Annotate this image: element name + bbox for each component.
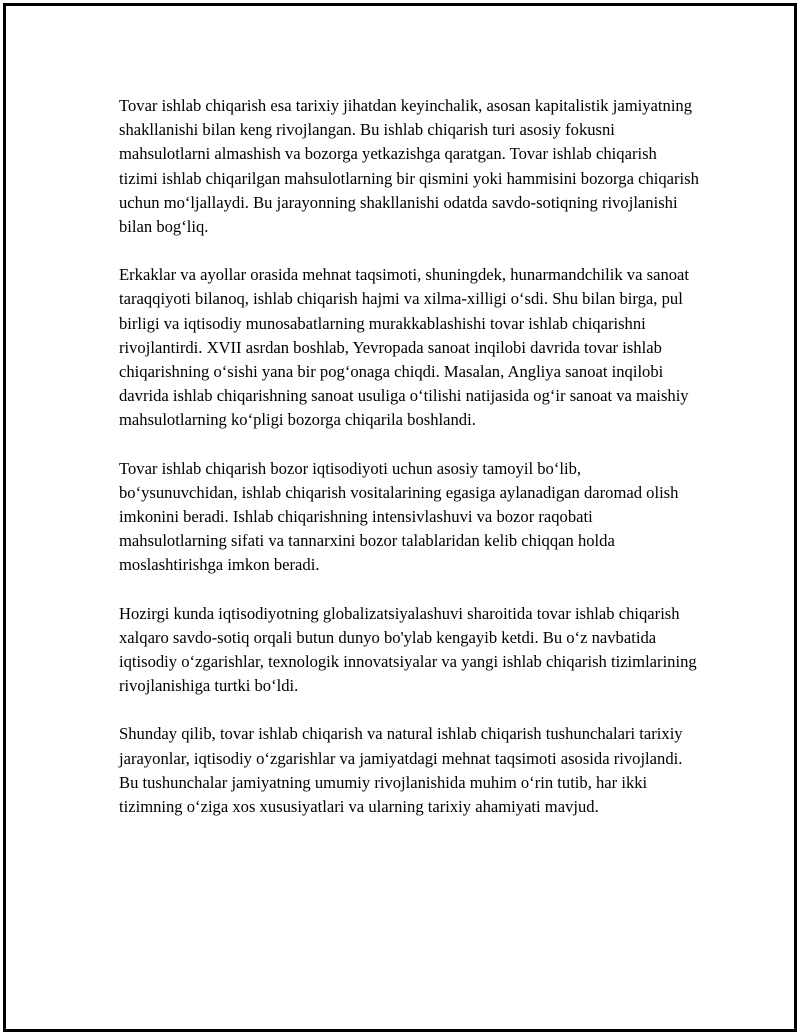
paragraph-5: Shunday qilib, tovar ishlab chiqarish va natural ishlab chiqarish tushunchalari tarixiy jarayonlar, iqtisodiy o‘zgarishlar va jamiyatdagi mehnat taqsimoti asosida rivojlandi. Bu tushunchalar jamiyatning umumiy rivojlanishida muhim o‘rin tutib, har ikki tizimning o‘ziga xos xususiyatlari va ularning tarixiy ahamiyati mavjud. [119,724,683,817]
paragraph-3: Tovar ishlab chiqarish bozor iqtisodiyoti uchun asosiy tamoyil bo‘lib, bo‘ysunuvchidan, ishlab chiqarish vositalarining egasiga aylanadigan daromad olish imkonini beradi. Ishlab chiqarishning intensivlashuvi va bozor raqobati mahsulotlarning sifati va tannarxini bozor talablaridan kelib chiqqan holda moslashtirishga imkon beradi. [119,458,679,575]
document-body [119,94,699,843]
paragraph-4: Hozirgi kunda iqtisodiyotning globalizatsiyalashuvi sharoitida tovar ishlab chiqarish xalqaro savdo-sotiq orqali butun dunyo bo'ylab kengayib ketdi. Bu o‘z navbatida iqtisodiy o‘zgarishlar, texnologik innovatsiyalar va yangi ishlab chiqarish tizimlarining rivojlanishiga turtki bo‘ldi. [119,603,697,696]
paragraph-1: Tovar ishlab chiqarish esa tarixiy jihatdan keyinchalik, asosan kapitalistik jamiyatning shakllanishi bilan keng rivojlangan. Bu ishlab chiqarish turi asosiy fokusni mahsulotlarni almashish va bozorga yetkazishga qaratgan. Tovar ishlab chiqarish tizimi ishlab chiqarilgan mahsulotlarning bir qismini yoki hammisini bozorga chiqarish uchun mo‘ljallaydi. Bu jarayonning shakllanishi odatda savdo-sotiqning rivojlanishi bilan bog‘liq. [119,96,699,237]
paragraph-2: Erkaklar va ayollar orasida mehnat taqsimoti, shuningdek, hunarmandchilik va sanoat taraqqiyoti bilanoq, ishlab chiqarish hajmi va xilma-xilligi o‘sdi. Shu bilan birga, pul birligi va iqtisodiy munosabatlarning murakkablashishi tovar ishlab chiqarishni rivojlantirdi. XVII asrdan boshlab, Yevropada sanoat inqilobi davrida tovar ishlab chiqarishning o‘sishi yana bir pog‘onaga chiqdi. Masalan, Angliya sanoat inqilobi davrida ishlab chiqarishning sanoat usuliga o‘tilishi natijasida og‘ir sanoat va maishiy mahsulotlarning ko‘pligi bozorga chiqarila boshlandi. [119,265,690,430]
